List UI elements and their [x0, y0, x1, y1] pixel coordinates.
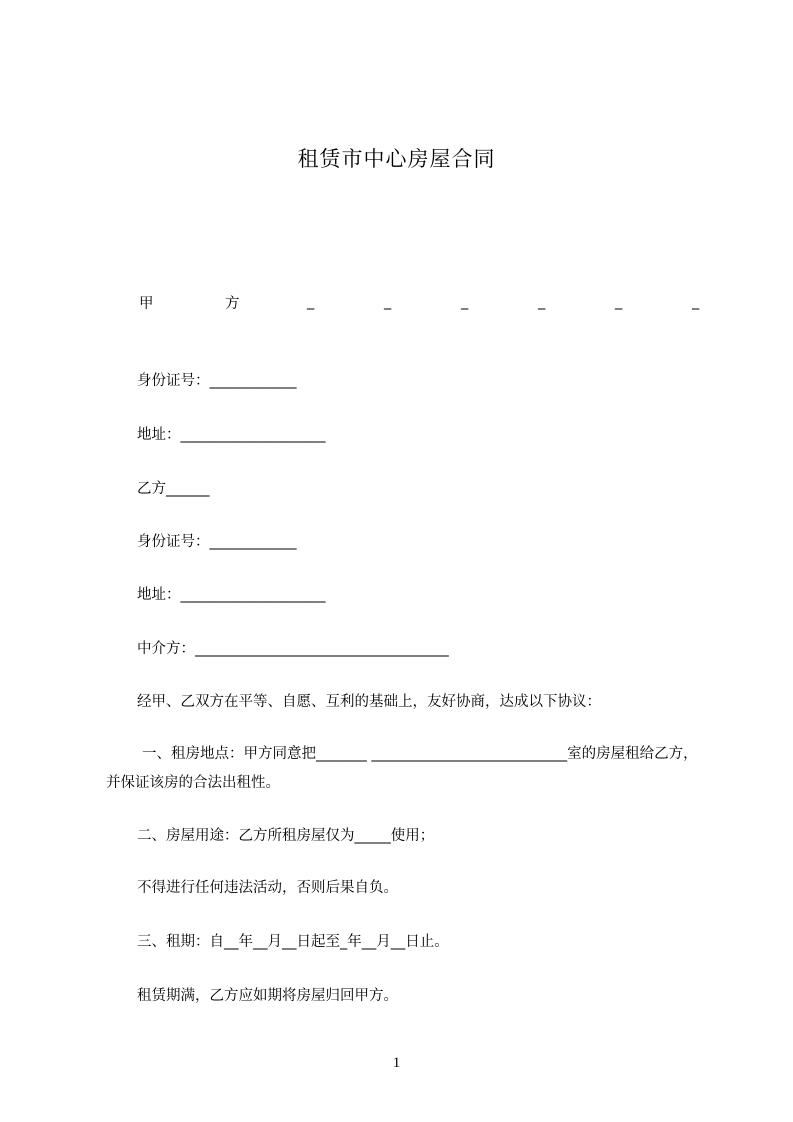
agent-line: 中介方：___________________________________: [137, 641, 449, 657]
party-a-line: [137, 292, 704, 314]
party-a-label-2: 方: [225, 296, 240, 312]
party-b-line: 乙方______: [137, 481, 210, 497]
party-b-id-line: 身份证号：____________: [137, 534, 297, 550]
clause-2-note: 不得进行任何违法活动，否则后果自负。: [137, 880, 398, 896]
party-a-blank-3: _: [461, 294, 469, 310]
party-a-blank-6: _: [692, 294, 700, 310]
page-number: 1: [392, 1055, 401, 1071]
party-a-blank-4: _: [538, 294, 546, 310]
party-a-blank-5: _: [615, 294, 623, 310]
clause-3-paragraph: 三、租期：自__年__月__日起至_年__月__日止。: [137, 934, 449, 950]
clause-1-paragraph: 一、租房地点：甲方同意把_______ ___________________________室的房屋租给乙方，并保证该房的合法出租性。: [106, 746, 698, 791]
clause-2-paragraph: 二、房屋用途：乙方所租房屋仅为_____使用；: [137, 828, 435, 844]
page-title: 租赁市中心房屋合同: [297, 147, 496, 171]
intro-paragraph: 经甲、乙双方在平等、自愿、互利的基础上，友好协商，达成以下协议：: [137, 694, 601, 710]
party-a-label-1: 甲: [139, 296, 154, 312]
party-a-blank-2: _: [384, 294, 392, 310]
party-a-blank-1: _: [307, 294, 315, 310]
party-a-address-line: 地址：____________________: [137, 427, 326, 443]
party-a-id-line: 身份证号：____________: [137, 373, 297, 389]
party-b-address-line: 地址：____________________: [137, 587, 326, 603]
clause-3-note: 租赁期满，乙方应如期将房屋归回甲方。: [137, 988, 398, 1004]
